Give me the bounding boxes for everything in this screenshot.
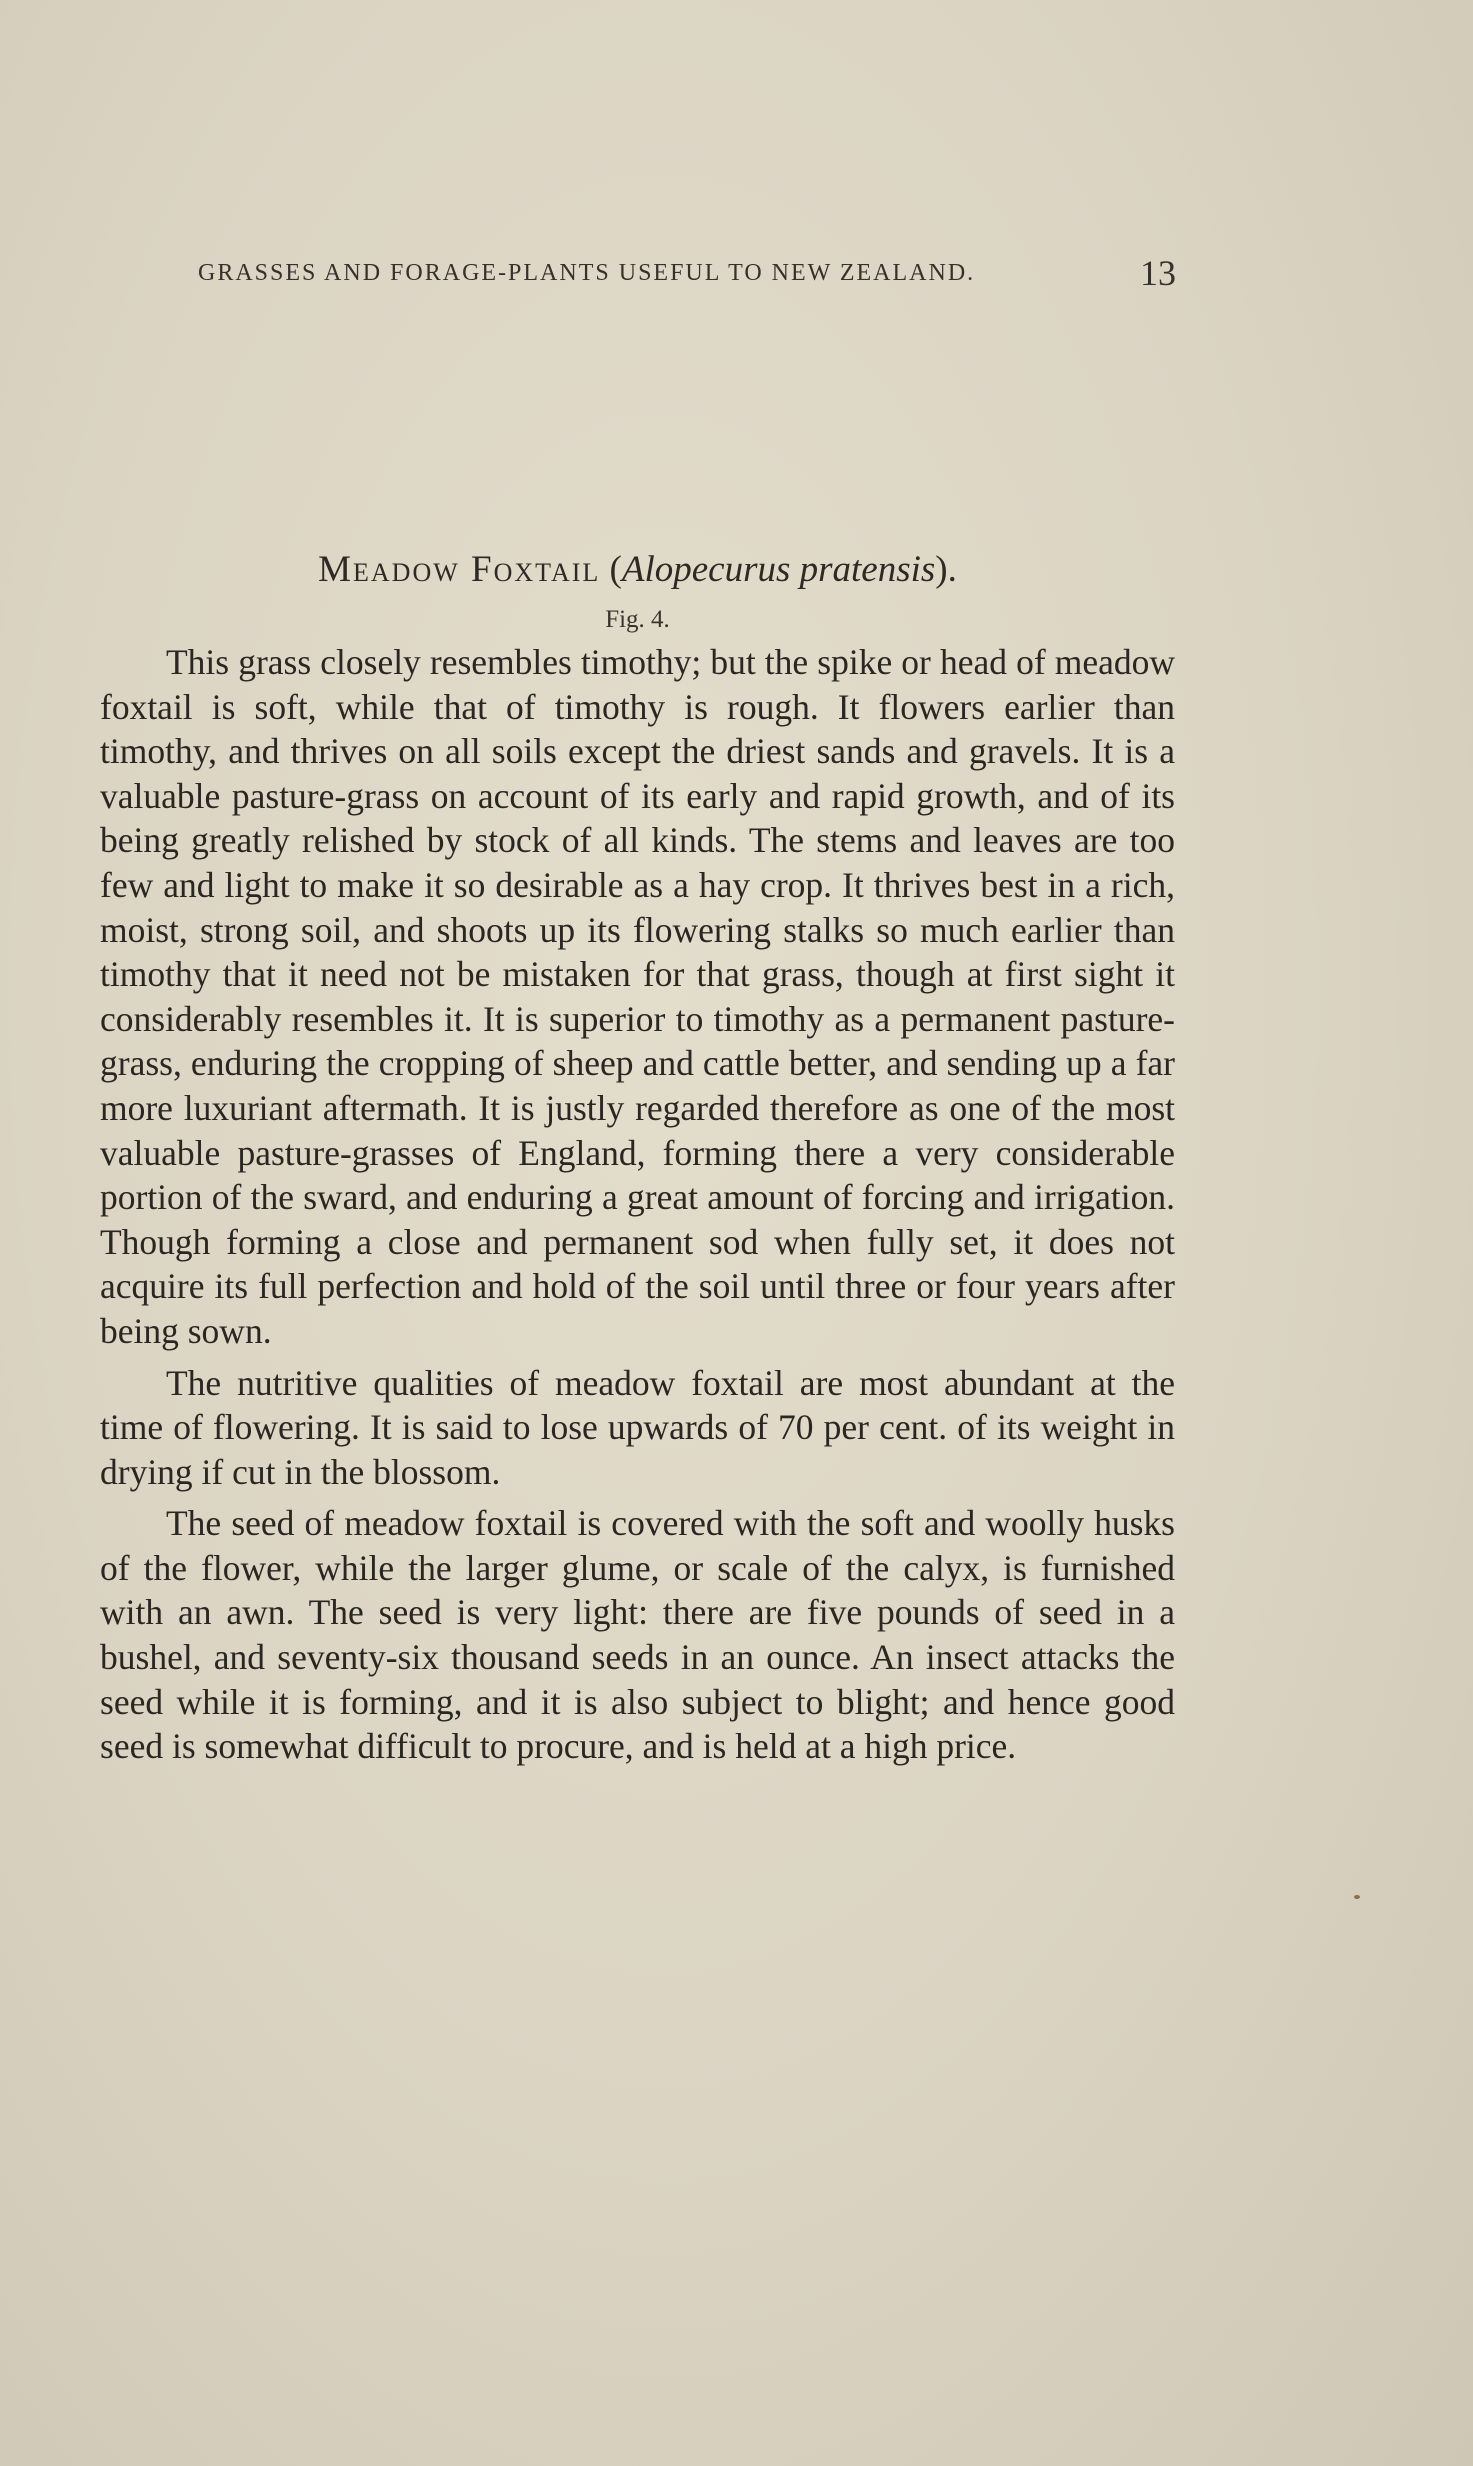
latin-name: Alopecurus pratensis bbox=[621, 549, 936, 590]
open-paren: ( bbox=[609, 549, 622, 590]
close-paren: ). bbox=[935, 549, 957, 590]
paragraph: The seed of meadow foxtail is covered with the soft and woolly husks of the flower, while the larger glume, or scale of the calyx, is furnished with an awn. The seed is very light: there are five pounds of seed in a bushel, and seventy-six thousand seeds in an ounce. An insect attacks the seed while it is forming, and it is also subject to blight; and hence good seed is somewhat difficult to procure, and is held at a high price. bbox=[100, 1503, 1175, 1767]
page-number: 13 bbox=[1140, 253, 1176, 293]
common-name: Meadow Foxtail bbox=[318, 549, 601, 590]
figure-label: Fig. 4. bbox=[605, 606, 670, 633]
paragraph: The nutritive qualities of meadow foxtail are most abundant at the time of flowering. It is said to lose upwards of 70 per cent. of its weight in drying if cut in the blossom. bbox=[100, 1362, 1175, 1492]
running-head bbox=[198, 252, 1176, 302]
paragraph: This grass closely resembles timothy; but the spike or head of meadow foxtail is soft, while that of timothy is rough. It flowers earlier than timothy, and thrives on all soils except the driest sands and gravels. It is a valuable pasture-grass on account of its early and rapid growth, and of its being greatly relished by stock of all kinds. The stems and leaves are too few and light to make it so desirable as a hay crop. It thrives best in a rich, moist, strong soil, and shoots up its flowering stalks so much earlier than timothy that it need not be mistaken for that grass, though at first sight it considerably resembles it. It is superior to timothy as a permanent pasture-grass, enduring the cropping of sheep and cattle better, and sending up a far more luxuriant aftermath. It is justly regarded therefore as one of the most valuable pasture-grasses of England, forming there a very considerable portion of the sward, and enduring a great amount of forcing and irrigation. Though forming a close and permanent sod when fully set, it does not acquire its full perfection and hold of the soil until three or four years after being sown. bbox=[100, 642, 1175, 1351]
paper-speck bbox=[1354, 1895, 1360, 1899]
running-head-title: GRASSES AND FORAGE-PLANTS USEFUL TO NEW ZEALAND. bbox=[198, 260, 976, 286]
body-text bbox=[100, 640, 1175, 1776]
section-heading bbox=[100, 548, 1175, 591]
